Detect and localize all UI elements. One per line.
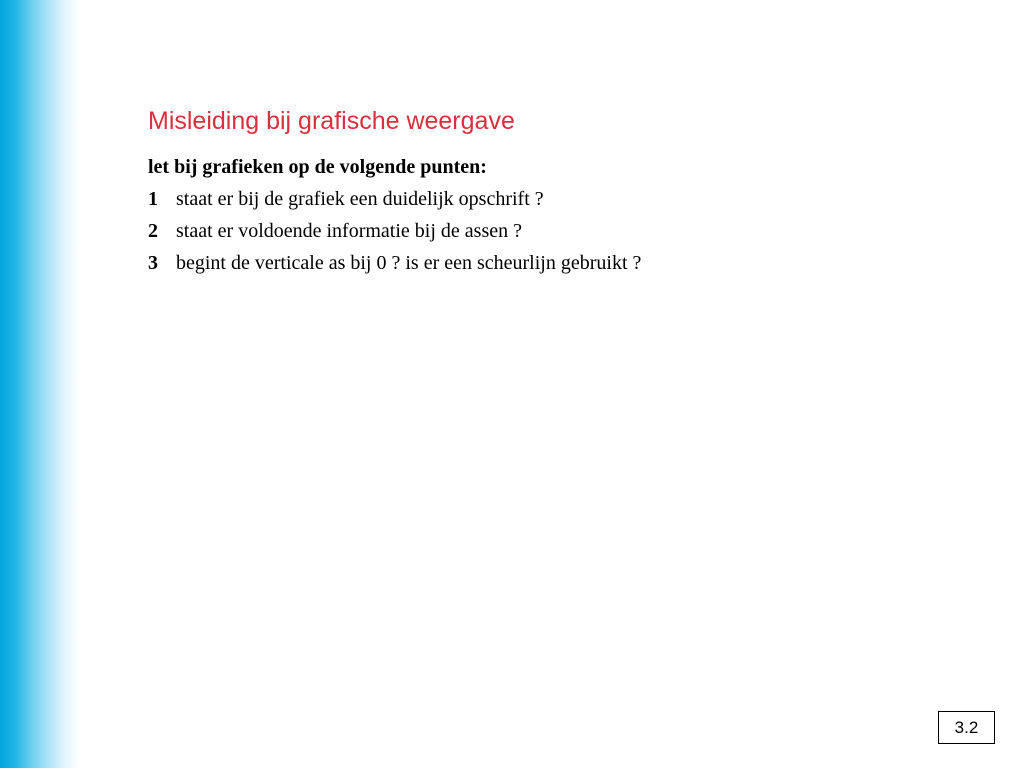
slide-title: Misleiding bij grafische weergave	[148, 107, 515, 135]
point-text: staat er bij de grafiek een duidelijk opschrift ?	[176, 188, 544, 210]
point-number: 2	[148, 220, 158, 242]
point-number: 3	[148, 252, 158, 274]
point-text: staat er voldoende informatie bij de assen ?	[176, 220, 522, 242]
point-number: 1	[148, 188, 158, 210]
slide-content	[148, 151, 641, 279]
intro-text: let bij grafieken op de volgende punten:	[148, 156, 487, 178]
list-item	[148, 183, 641, 215]
list-item	[148, 247, 641, 279]
list-item	[148, 215, 641, 247]
point-text: begint de verticale as bij 0 ? is er een scheurlijn gebruikt ?	[176, 252, 642, 274]
page-number-box: 3.2	[938, 711, 995, 744]
side-accent-bar	[0, 0, 80, 768]
